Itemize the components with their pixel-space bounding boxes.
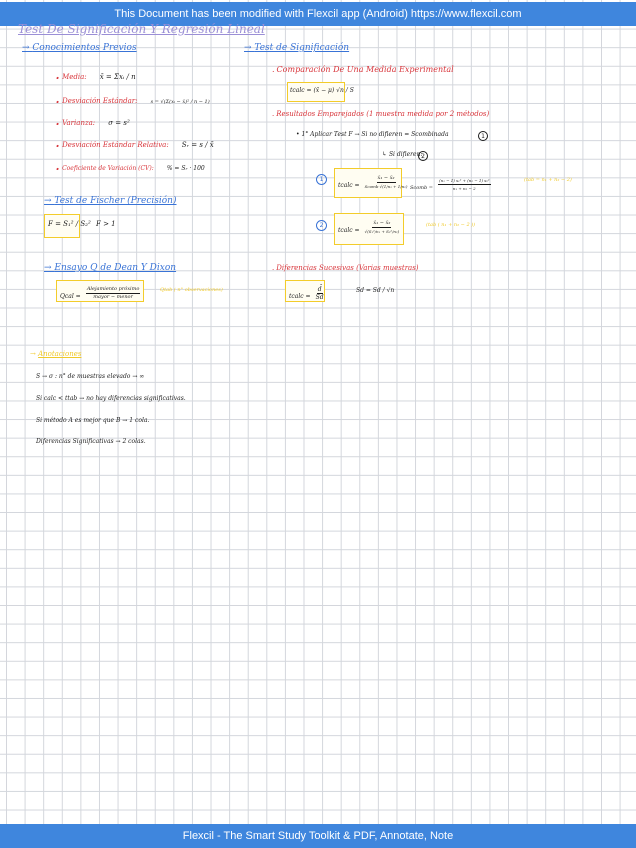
sd-formula: Sd = Sd / √n [356,287,395,294]
std-dev-label: Desviación Estándar: [62,97,138,105]
case1-formula-den: Scomb √(1/n₁ + 1/n₂) [364,184,408,189]
cv-label: Coeficiente de Variación (CV): [62,165,154,172]
comparison-heading: . Comparación De Una Medida Experimental [272,65,454,74]
fischer-condition: F > 1 [96,220,116,228]
media-label: Media: [62,73,87,81]
case1-formula [338,172,407,191]
case2-number-circle: 2 [316,220,327,231]
case1-lhs: tcalc = [338,182,360,189]
step1-text: • 1° Aplicar Test F → Si no difieren = Scombinada [296,131,449,138]
bottom-watermark-banner: Flexcil - The Smart Study Toolkit & PDF, Annotate, Note [0,824,636,848]
step2-number-circle: 2 [418,151,428,161]
annotations-heading: → Anotaciones [30,350,82,358]
item-relative-std: . Desviación Estándar Relativa: Sᵣ = s / x̄ [55,132,214,151]
std-dev-formula: s = √(Σ(xᵢ − x̄)² / n − 1) [150,99,210,105]
dean-formula-lhs: Qcal = [60,293,81,300]
diff-lhs: tcalc = [289,293,311,300]
top-watermark-banner: This Document has been modified with Flexcil app (Android) https://www.flexcil.com [0,2,636,26]
annotation-line-3: Si método A es mejor que B → 1 cola. [36,417,150,424]
prev-knowledge-heading: → Conocimientos Previos [22,43,137,53]
dean-dixon-heading: → Ensayo Q de Dean Y Dixon [44,263,177,273]
successive-diff-heading: . Diferencias Sucesivas (Varias muestras) [272,264,419,272]
case2-note: (tab ( n₁ + n₂ − 2 )) [426,222,476,228]
item-cv: . Coeficiente de Variación (CV): % = Sᵣ · 100 [55,155,205,174]
media-formula: x̄ = Σxᵢ / n [99,73,136,81]
annotation-line-2: Si calc < ttab → no hay diferencias significativas. [36,395,186,402]
cv-formula: % = Sᵣ · 100 [166,165,205,172]
case2-formula-den: √(S₁²/n₁ + S₂²/n₂) [364,229,400,234]
scomb-formula [410,174,491,193]
diff-formula [289,283,324,302]
annotation-line-4: Diferencias Significativas → 2 colas. [36,438,146,445]
dean-formula [60,283,140,302]
case1-note: (tab = n₁ + n₂ − 2) [524,177,572,183]
variance-label: Varianza: [62,119,96,127]
case1-number-circle: 1 [316,174,327,185]
item-std-dev: . Desviación Estándar: s = √(Σ(xᵢ − x̄)² / n − 1) [55,88,210,107]
item-media: . Media: x̄ = Σxᵢ / n [55,64,136,83]
relative-std-formula: Sᵣ = s / x̄ [181,141,214,149]
step2-text: ↳ Si difieren: [382,151,423,158]
comparison-formula: tcalc = (x̄ − μ) √n / S [290,87,354,94]
item-variance: . Varianza: σ = s² [55,110,130,129]
diff-num: d̄ [317,286,322,293]
variance-formula: σ = s² [108,119,130,127]
case1-formula-num: x̄₁ − x̄₂ [377,175,395,181]
diff-den: Sd [315,294,324,301]
scomb-den: n₁ + n₂ − 2 [452,186,476,191]
case2-formula [338,217,399,236]
dean-formula-den: mayor − menor [93,294,133,300]
step1-number-circle: 1 [478,131,488,141]
dean-note: Qtab ( n° observaciones) [160,287,223,293]
case2-formula-num: x̄₁ − x̄₂ [373,220,391,226]
scomb-lhs: Scomb = [410,185,433,191]
case2-lhs: tcalc = [338,227,360,234]
fischer-formula: F = S₁² / S₂² [48,220,91,228]
fischer-heading: → Test de Fischer (Precisión) [44,196,177,206]
relative-std-label: Desviación Estándar Relativa: [62,141,169,149]
scomb-num: (n₁ − 1) s₁² + (n₂ − 1) s₂² [439,178,490,183]
significance-heading: → Test de Significación [244,43,350,53]
dean-formula-num: Alejamiento próximo [86,286,140,292]
paired-heading: . Resultados Emparejados (1 muestra medida por 2 métodos) [272,110,490,118]
page-title: Test De Significación Y Regresión Lineal [18,22,265,36]
annotation-line-1: S → σ : n° de muestras elevado → ∞ [36,373,145,380]
